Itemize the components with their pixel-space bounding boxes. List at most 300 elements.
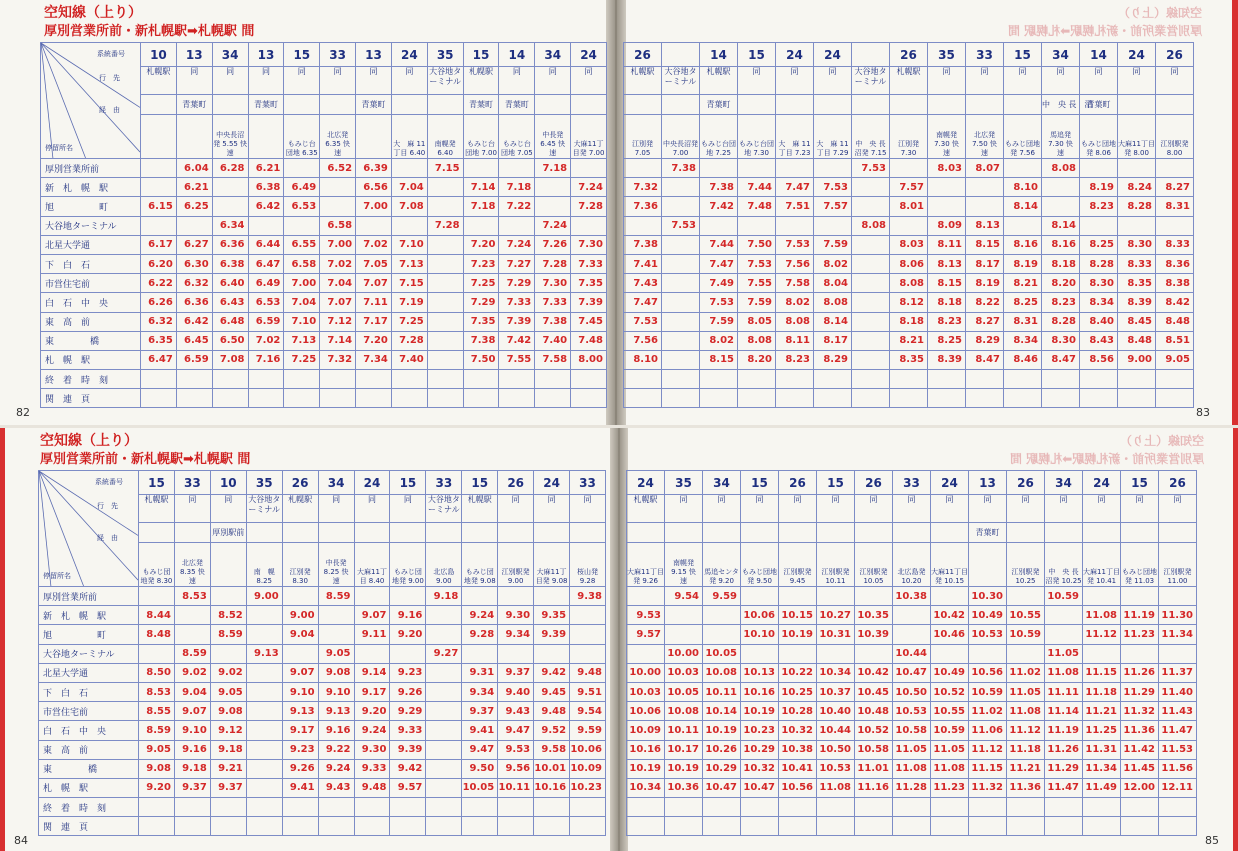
- time-cell: 10.11: [498, 778, 534, 797]
- time-cell: [282, 817, 318, 836]
- timetable-page-84: [38, 470, 606, 836]
- time-cell: 7.07: [356, 274, 392, 293]
- time-cell: 10.40: [817, 702, 855, 721]
- col-dest: 同: [212, 67, 248, 95]
- time-cell: 10.56: [969, 663, 1007, 682]
- time-cell: 10.08: [703, 663, 741, 682]
- col-orig: 江別発 8.30: [282, 543, 318, 587]
- station-row: [41, 312, 607, 331]
- time-cell: 7.38: [535, 312, 571, 331]
- time-cell: [498, 798, 534, 817]
- time-cell: 6.35: [141, 331, 177, 350]
- time-cell: 8.07: [966, 159, 1004, 178]
- time-cell: 7.55: [738, 274, 776, 293]
- time-cell: 10.14: [703, 702, 741, 721]
- col-via: [284, 95, 320, 115]
- time-cell: 11.26: [1045, 740, 1083, 759]
- col-route: 33: [893, 471, 931, 495]
- timetable-page-83: [623, 42, 1194, 408]
- col-via: [855, 523, 893, 543]
- time-cell: 11.32: [969, 778, 1007, 797]
- station-row: [624, 274, 1194, 293]
- time-cell: [210, 798, 246, 817]
- time-cell: 8.48: [1118, 331, 1156, 350]
- col-dest: 札幌駅: [700, 67, 738, 95]
- time-cell: [852, 274, 890, 293]
- time-cell: 8.03: [928, 159, 966, 178]
- corner-diagonal-lines: [39, 471, 138, 586]
- time-cell: [703, 817, 741, 836]
- time-cell: [427, 178, 463, 197]
- time-cell: 7.51: [776, 197, 814, 216]
- time-cell: [741, 798, 779, 817]
- time-cell: [1083, 817, 1121, 836]
- time-cell: 8.11: [776, 331, 814, 350]
- time-cell: [1007, 817, 1045, 836]
- col-via: [814, 95, 852, 115]
- time-cell: 7.00: [284, 274, 320, 293]
- time-cell: 9.56: [498, 759, 534, 778]
- time-cell: 10.27: [817, 606, 855, 625]
- time-cell: 8.14: [814, 312, 852, 331]
- time-cell: [499, 389, 535, 408]
- time-cell: [318, 817, 354, 836]
- station-name: 市営住宅前: [41, 274, 141, 293]
- time-cell: [498, 587, 534, 606]
- time-cell: 10.01: [534, 759, 570, 778]
- time-cell: [893, 817, 931, 836]
- col-orig: もみじ団地発 8.06: [1080, 115, 1118, 159]
- station-row: [627, 778, 1197, 797]
- time-cell: [571, 216, 607, 235]
- col-dest: 同: [1121, 495, 1159, 523]
- time-cell: 9.48: [354, 778, 390, 797]
- time-cell: 9.13: [246, 644, 282, 663]
- time-cell: 9.53: [498, 740, 534, 759]
- time-cell: [463, 389, 499, 408]
- col-via: [535, 95, 571, 115]
- col-route: 35: [246, 471, 282, 495]
- time-cell: 6.28: [212, 159, 248, 178]
- time-cell: [738, 159, 776, 178]
- station-row: [41, 370, 607, 389]
- time-cell: [1042, 178, 1080, 197]
- station-row: [41, 216, 607, 235]
- corner-label-stop: 停留所名: [45, 144, 73, 152]
- time-cell: [498, 817, 534, 836]
- header-row-orig: [627, 543, 1197, 587]
- time-cell: 9.16: [174, 740, 210, 759]
- time-cell: 8.47: [1042, 350, 1080, 369]
- col-dest: 同: [779, 495, 817, 523]
- page-number: 82: [16, 406, 30, 419]
- col-via: 青葉町: [700, 95, 738, 115]
- col-orig: もみじ団地発 9.00: [390, 543, 426, 587]
- time-cell: 10.06: [570, 740, 606, 759]
- time-cell: 9.48: [570, 663, 606, 682]
- time-cell: [662, 274, 700, 293]
- time-cell: [139, 798, 175, 817]
- time-cell: [776, 216, 814, 235]
- time-cell: [248, 370, 284, 389]
- time-cell: 6.53: [284, 197, 320, 216]
- station-row: [624, 254, 1194, 273]
- time-cell: 10.09: [570, 759, 606, 778]
- time-cell: [890, 159, 928, 178]
- time-cell: 8.21: [1004, 274, 1042, 293]
- time-cell: 9.16: [318, 721, 354, 740]
- page-number: 85: [1205, 834, 1219, 847]
- time-cell: [852, 197, 890, 216]
- time-cell: 7.50: [738, 235, 776, 254]
- time-cell: 7.40: [391, 350, 427, 369]
- col-orig: 江別駅発 10.11: [817, 543, 855, 587]
- station-name: 旭 町: [41, 197, 141, 216]
- time-cell: 10.10: [741, 625, 779, 644]
- time-cell: 6.42: [248, 197, 284, 216]
- time-cell: [462, 644, 498, 663]
- time-cell: 11.12: [1083, 625, 1121, 644]
- time-cell: 7.10: [284, 312, 320, 331]
- time-cell: [284, 370, 320, 389]
- time-cell: [1042, 389, 1080, 408]
- col-dest: 同: [1080, 67, 1118, 95]
- time-cell: 8.15: [928, 274, 966, 293]
- time-cell: 9.18: [210, 740, 246, 759]
- time-cell: 6.20: [141, 254, 177, 273]
- time-cell: 8.27: [1156, 178, 1194, 197]
- col-route: [852, 43, 890, 67]
- time-cell: [391, 389, 427, 408]
- time-cell: [814, 370, 852, 389]
- time-cell: [210, 644, 246, 663]
- col-orig: 北広島発 10.20: [893, 543, 931, 587]
- time-cell: 8.33: [1156, 235, 1194, 254]
- col-orig: 大 麻 11丁目 7.23: [776, 115, 814, 159]
- time-cell: [928, 370, 966, 389]
- col-dest: 同: [1159, 495, 1197, 523]
- time-cell: 9.10: [318, 682, 354, 701]
- time-cell: [1045, 606, 1083, 625]
- time-cell: 9.23: [282, 740, 318, 759]
- time-cell: [462, 798, 498, 817]
- time-cell: 7.28: [571, 197, 607, 216]
- time-cell: 11.18: [1007, 740, 1045, 759]
- time-cell: 11.12: [969, 740, 1007, 759]
- time-cell: 10.55: [1007, 606, 1045, 625]
- col-orig: 大麻11丁目発 7.00: [571, 115, 607, 159]
- col-via: [890, 95, 928, 115]
- col-route: 10: [210, 471, 246, 495]
- col-dest: 同: [1083, 495, 1121, 523]
- time-cell: 8.17: [966, 254, 1004, 273]
- time-cell: [662, 370, 700, 389]
- time-cell: [928, 389, 966, 408]
- time-cell: 10.05: [665, 682, 703, 701]
- col-orig: 中央長沼発 5.55 快 速: [212, 115, 248, 159]
- col-orig: 桜山発 9.28: [570, 543, 606, 587]
- time-cell: [426, 798, 462, 817]
- time-cell: 6.36: [212, 235, 248, 254]
- station-row: [624, 197, 1194, 216]
- col-dest: 同: [928, 67, 966, 95]
- col-via: [427, 95, 463, 115]
- time-cell: 10.59: [1045, 587, 1083, 606]
- time-cell: 9.04: [174, 682, 210, 701]
- time-cell: 8.08: [814, 293, 852, 312]
- time-cell: 9.04: [282, 625, 318, 644]
- time-cell: 10.29: [741, 740, 779, 759]
- edge-red-bottom-right: [1233, 428, 1238, 851]
- col-route: 14: [499, 43, 535, 67]
- col-via: [662, 95, 700, 115]
- col-dest: 同: [1042, 67, 1080, 95]
- time-cell: 10.42: [855, 663, 893, 682]
- time-cell: 10.44: [817, 721, 855, 740]
- col-dest: 札幌駅: [462, 495, 498, 523]
- time-cell: [354, 798, 390, 817]
- col-via: [1121, 523, 1159, 543]
- time-cell: 10.05: [703, 644, 741, 663]
- time-cell: [1118, 216, 1156, 235]
- time-cell: [139, 587, 175, 606]
- time-cell: [284, 216, 320, 235]
- col-via: [741, 523, 779, 543]
- time-cell: 6.32: [176, 274, 212, 293]
- time-cell: [246, 682, 282, 701]
- col-dest: 同: [498, 495, 534, 523]
- time-cell: 9.37: [462, 702, 498, 721]
- time-cell: 11.21: [1083, 702, 1121, 721]
- time-cell: 10.03: [665, 663, 703, 682]
- time-cell: 7.47: [700, 254, 738, 273]
- col-route: 15: [284, 43, 320, 67]
- col-via: [817, 523, 855, 543]
- time-cell: [665, 817, 703, 836]
- edge-red-bottom-left: [0, 428, 5, 851]
- time-cell: 8.22: [966, 293, 1004, 312]
- time-cell: 8.28: [1042, 312, 1080, 331]
- time-cell: [1156, 216, 1194, 235]
- time-cell: [1118, 159, 1156, 178]
- time-cell: 11.01: [855, 759, 893, 778]
- time-cell: [570, 798, 606, 817]
- time-cell: [1156, 370, 1194, 389]
- time-cell: [624, 159, 662, 178]
- time-cell: 9.33: [390, 721, 426, 740]
- time-cell: [534, 587, 570, 606]
- time-cell: [426, 778, 462, 797]
- time-cell: 7.17: [356, 312, 392, 331]
- time-cell: [390, 817, 426, 836]
- time-cell: [141, 370, 177, 389]
- station-row: [41, 235, 607, 254]
- time-cell: [246, 721, 282, 740]
- time-cell: [426, 682, 462, 701]
- time-cell: 8.43: [1080, 331, 1118, 350]
- time-cell: 9.12: [210, 721, 246, 740]
- col-dest: 同: [390, 495, 426, 523]
- time-cell: 9.22: [318, 740, 354, 759]
- time-cell: 7.39: [499, 312, 535, 331]
- time-cell: 11.26: [1121, 663, 1159, 682]
- station-row: [41, 274, 607, 293]
- time-cell: 11.36: [1007, 778, 1045, 797]
- time-cell: [426, 740, 462, 759]
- col-route: 26: [282, 471, 318, 495]
- time-cell: 10.05: [462, 778, 498, 797]
- time-cell: [700, 216, 738, 235]
- time-cell: 10.03: [627, 682, 665, 701]
- header-row-dest: [627, 495, 1197, 523]
- col-via: 青葉町: [356, 95, 392, 115]
- time-cell: 8.50: [139, 663, 175, 682]
- time-cell: 11.47: [1159, 721, 1197, 740]
- time-cell: 6.59: [176, 350, 212, 369]
- time-cell: 7.25: [284, 350, 320, 369]
- time-cell: 8.10: [624, 350, 662, 369]
- col-via: [571, 95, 607, 115]
- time-cell: 10.34: [817, 663, 855, 682]
- col-orig: もみじ団地発 11.03: [1121, 543, 1159, 587]
- time-cell: 10.53: [817, 759, 855, 778]
- time-cell: [627, 798, 665, 817]
- time-cell: 7.57: [814, 197, 852, 216]
- station-row: [41, 293, 607, 312]
- time-cell: 11.05: [1045, 644, 1083, 663]
- time-cell: 7.59: [738, 293, 776, 312]
- time-cell: [535, 389, 571, 408]
- time-cell: 7.29: [463, 293, 499, 312]
- time-cell: 11.36: [1121, 721, 1159, 740]
- time-cell: 11.02: [1007, 663, 1045, 682]
- time-cell: 11.34: [1159, 625, 1197, 644]
- time-cell: [665, 625, 703, 644]
- bleed-through-title: 空知線（上り）: [1117, 6, 1202, 20]
- time-cell: [174, 625, 210, 644]
- time-cell: 10.59: [1007, 625, 1045, 644]
- time-cell: [1045, 817, 1083, 836]
- time-cell: 6.55: [284, 235, 320, 254]
- time-cell: 11.37: [1159, 663, 1197, 682]
- col-dest: 同: [571, 67, 607, 95]
- time-cell: 7.32: [624, 178, 662, 197]
- time-cell: 8.34: [1080, 293, 1118, 312]
- time-cell: 7.02: [320, 254, 356, 273]
- time-cell: [426, 663, 462, 682]
- time-cell: 9.33: [354, 759, 390, 778]
- time-cell: 11.12: [1007, 721, 1045, 740]
- time-cell: 6.22: [141, 274, 177, 293]
- col-route: 33: [966, 43, 1004, 67]
- time-cell: 9.27: [426, 644, 462, 663]
- time-cell: 8.25: [928, 331, 966, 350]
- station-name: 東 橋: [41, 331, 141, 350]
- corner-label-via: 経 由: [97, 534, 118, 542]
- col-dest: 同: [1007, 495, 1045, 523]
- col-route: 26: [779, 471, 817, 495]
- col-dest: 札幌駅: [139, 495, 175, 523]
- time-cell: 6.25: [176, 197, 212, 216]
- time-cell: 7.33: [499, 293, 535, 312]
- time-cell: 9.17: [354, 682, 390, 701]
- time-cell: 11.42: [1121, 740, 1159, 759]
- time-cell: 7.38: [624, 235, 662, 254]
- time-cell: 7.59: [814, 235, 852, 254]
- time-cell: 8.40: [1080, 312, 1118, 331]
- col-orig: もみじ団地発 9.08: [462, 543, 498, 587]
- time-cell: [463, 159, 499, 178]
- station-row: [624, 312, 1194, 331]
- time-cell: [356, 389, 392, 408]
- time-cell: 10.16: [627, 740, 665, 759]
- col-via: 厚別駅前: [210, 523, 246, 543]
- station-name: 札 幌 駅: [39, 778, 139, 797]
- time-cell: 8.19: [1080, 178, 1118, 197]
- time-cell: 10.44: [893, 644, 931, 663]
- time-cell: 11.32: [1121, 702, 1159, 721]
- time-cell: 7.34: [356, 350, 392, 369]
- time-cell: 9.57: [390, 778, 426, 797]
- time-cell: 9.34: [498, 625, 534, 644]
- time-cell: [814, 216, 852, 235]
- time-cell: 9.14: [354, 663, 390, 682]
- time-cell: 7.18: [535, 159, 571, 178]
- time-cell: 7.25: [463, 274, 499, 293]
- time-cell: [662, 178, 700, 197]
- time-cell: 10.19: [665, 759, 703, 778]
- time-cell: 9.24: [462, 606, 498, 625]
- time-cell: [1007, 587, 1045, 606]
- time-cell: 11.23: [931, 778, 969, 797]
- time-cell: [427, 197, 463, 216]
- time-cell: 11.14: [1045, 702, 1083, 721]
- time-cell: 8.16: [1042, 235, 1080, 254]
- time-cell: 7.59: [700, 312, 738, 331]
- col-route: 24: [571, 43, 607, 67]
- time-cell: [624, 216, 662, 235]
- time-cell: [662, 197, 700, 216]
- time-cell: 10.53: [893, 702, 931, 721]
- time-cell: 7.57: [890, 178, 928, 197]
- col-via: [462, 523, 498, 543]
- station-row: [39, 721, 606, 740]
- time-cell: 10.00: [627, 663, 665, 682]
- time-cell: 10.23: [741, 721, 779, 740]
- time-cell: [210, 587, 246, 606]
- time-cell: [246, 625, 282, 644]
- time-cell: [282, 644, 318, 663]
- station-row: [39, 606, 606, 625]
- station-name: 大谷地ターミナル: [41, 216, 141, 235]
- time-cell: 8.12: [890, 293, 928, 312]
- time-cell: 7.18: [499, 178, 535, 197]
- time-cell: 9.50: [462, 759, 498, 778]
- time-cell: 8.08: [738, 331, 776, 350]
- time-cell: [779, 817, 817, 836]
- time-cell: 9.51: [570, 682, 606, 701]
- col-route: 26: [1007, 471, 1045, 495]
- time-cell: [1121, 817, 1159, 836]
- station-row: [624, 159, 1194, 178]
- time-cell: 12.00: [1121, 778, 1159, 797]
- time-cell: [426, 817, 462, 836]
- time-cell: [852, 293, 890, 312]
- station-row: [627, 721, 1197, 740]
- col-via: [1118, 95, 1156, 115]
- station-name: 厚別営業所前: [39, 587, 139, 606]
- time-cell: [893, 625, 931, 644]
